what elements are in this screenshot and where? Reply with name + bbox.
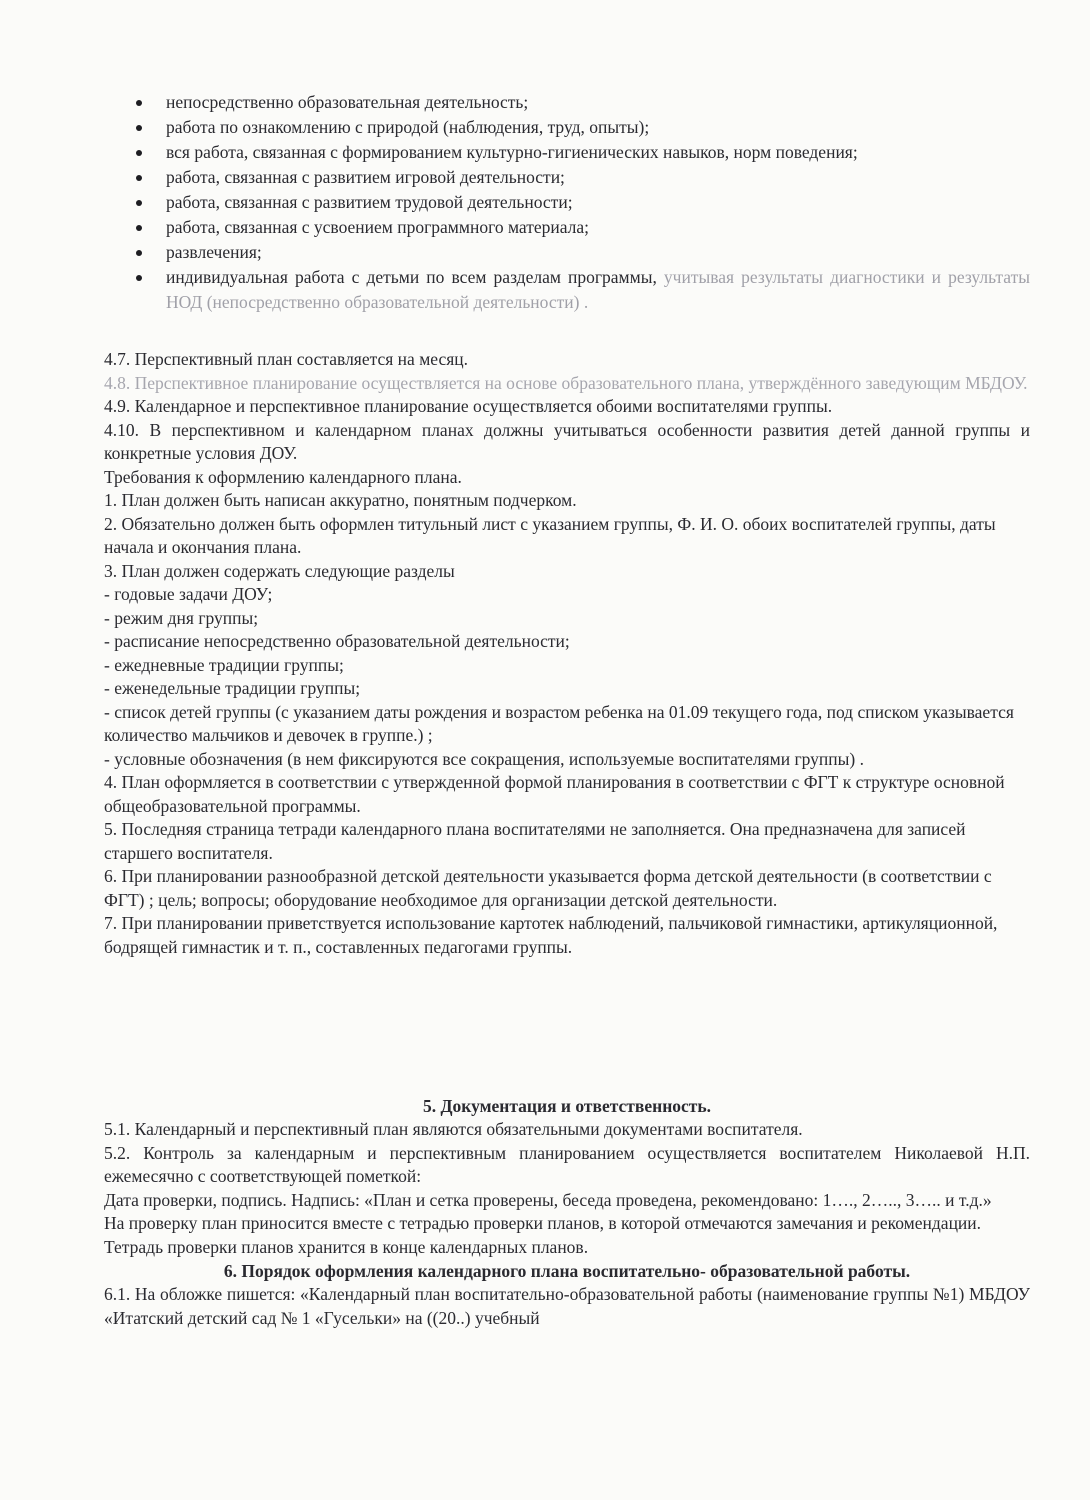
bullet-dot-icon [136, 225, 142, 231]
bullet-dot-icon [136, 200, 142, 206]
paragraph: - еженедельные традиции группы; [104, 678, 361, 698]
lower-sections [104, 1094, 1030, 1330]
section-5-heading: 5. Документация и ответственность. [422, 1096, 712, 1116]
paragraph: На проверку план приносится вместе с тетрадью проверки планов, в которой отмечаются замечания и рекомендации. [104, 1213, 982, 1233]
paragraph: 7. При планировании приветствуется использование картотек наблюдений, пальчиковой гимнастики, артикуляционной, бодрящей гимнастик и т. п., составленных педагогами группы. [104, 913, 998, 957]
paragraph: - список детей группы (с указанием даты рождения и возрастом ребенка на 01.09 текущего года, под списком указывается количество мальчиков и девочек в группе.) ; [104, 701, 1014, 745]
section-6-heading: 6. Порядок оформления календарного плана воспитательно- образовательной работы. [223, 1261, 911, 1281]
paragraph: 6. При планировании разнообразной детской деятельности указывается форма детской деятельности (в соответствии с ФГТ) ; цель; вопросы; оборудование необходимое для организации детской деятельности. [104, 866, 992, 910]
bullet-text: развлечения; [166, 242, 262, 262]
bullet-text: индивидуальная работа с детьми по всем разделам программы, [166, 267, 664, 287]
bullet-dot-icon [136, 275, 142, 281]
bullet-text: работа по ознакомлению с природой (наблюдения, труд, опыты); [166, 117, 650, 137]
bullet-dot-icon [136, 175, 142, 181]
bullet-dot-icon [136, 125, 142, 131]
bullet-dot-icon [136, 100, 142, 106]
paragraph: - годовые задачи ДОУ; [104, 584, 273, 604]
paragraph: 4.8. Перспективное планирование осуществляется на основе образовательного плана, утверждённого заведующим МБДОУ. [104, 372, 1028, 393]
bullet-text: вся работа, связанная с формированием культурно-гигиенических навыков, норм поведения; [166, 142, 858, 162]
paragraph: 4.9. Календарное и перспективное планирование осуществляется обоими воспитателями группы. [104, 396, 833, 416]
bullet-dot-icon [136, 150, 142, 156]
bullet-item [130, 90, 1030, 115]
paragraph: - ежедневные традиции группы; [104, 654, 344, 675]
bullet-item [130, 190, 1030, 215]
paragraph: 3. План должен содержать следующие разделы [104, 560, 455, 581]
paragraph: - режим дня группы; [104, 607, 259, 628]
bullet-item [130, 115, 1030, 140]
paragraph: 6.1. На обложке пишется: «Календарный план воспитательно-образовательной работы (наименование группы №1) МБДОУ «Итатский детский сад № 1 «Гусельки» на ((20..) учебный [104, 1284, 1030, 1328]
paragraph: 1. План должен быть написан аккуратно, понятным подчерком. [104, 490, 577, 510]
bullet-text: работа, связанная с усвоением программного материала; [166, 217, 590, 237]
paragraph: 4. План оформляется в соответствии с утвержденной формой планирования в соответствии с ФГТ к структуре основной общеобразовательной программы. [104, 772, 1005, 816]
bullet-text-faded: учитывая результаты диагностики и результаты НОД (непосредственно образовательной деятельности) . [166, 267, 1030, 312]
bullet-text: работа, связанная с развитием игровой деятельности; [166, 167, 565, 187]
paragraph: 4.7. Перспективный план составляется на месяц. [104, 349, 469, 369]
planning-rules-section [104, 348, 1030, 959]
bullet-item [130, 240, 1030, 265]
paragraph: - условные обозначения (в нем фиксируются все сокращения, используемые воспитателями группы) . [104, 748, 864, 769]
paragraph: 2. Обязательно должен быть оформлен титульный лист с указанием группы, Ф. И. О. обоих воспитателей группы, даты начала и окончания плана. [104, 513, 996, 557]
paragraph: 5.1. Календарный и перспективный план являются обязательными документами воспитателя. [104, 1119, 803, 1139]
paragraph: - расписание непосредственно образовательной деятельности; [104, 631, 570, 651]
paragraph: Тетрадь проверки планов хранится в конце календарных планов. [104, 1236, 589, 1257]
bullet-text: непосредственно образовательная деятельность; [166, 92, 529, 112]
paragraph: 5.2. Контроль за календарным и перспективным планированием осуществляется воспитателем Николаевой Н.П. ежемесячно с соответствующей пометкой: [104, 1142, 1030, 1186]
bullet-item [130, 215, 1030, 240]
paragraph: 5. Последняя страница тетради календарного плана воспитателями не заполняется. Она предназначена для записей старшего воспитателя. [104, 819, 966, 863]
paragraph: Требования к оформлению календарного плана. [104, 466, 462, 487]
bullet-item [130, 140, 1030, 165]
paragraph: 4.10. В перспективном и календарном планах должны учитываться особенности развития детей данной группы и конкретные условия ДОУ. [104, 419, 1030, 463]
bullet-dot-icon [136, 250, 142, 256]
section-6-body [104, 1283, 1030, 1330]
section-5-body [104, 1118, 1030, 1259]
bullet-item [130, 165, 1030, 190]
bullet-text: работа, связанная с развитием трудовой деятельности; [166, 192, 573, 212]
paragraph: Дата проверки, подпись. Надпись: «План и сетка проверены, беседа проведена, рекомендовано: 1…., 2….., 3….. и т.д.» [104, 1189, 992, 1210]
bullet-item [130, 265, 1030, 315]
activity-bullet-list [130, 90, 1030, 315]
